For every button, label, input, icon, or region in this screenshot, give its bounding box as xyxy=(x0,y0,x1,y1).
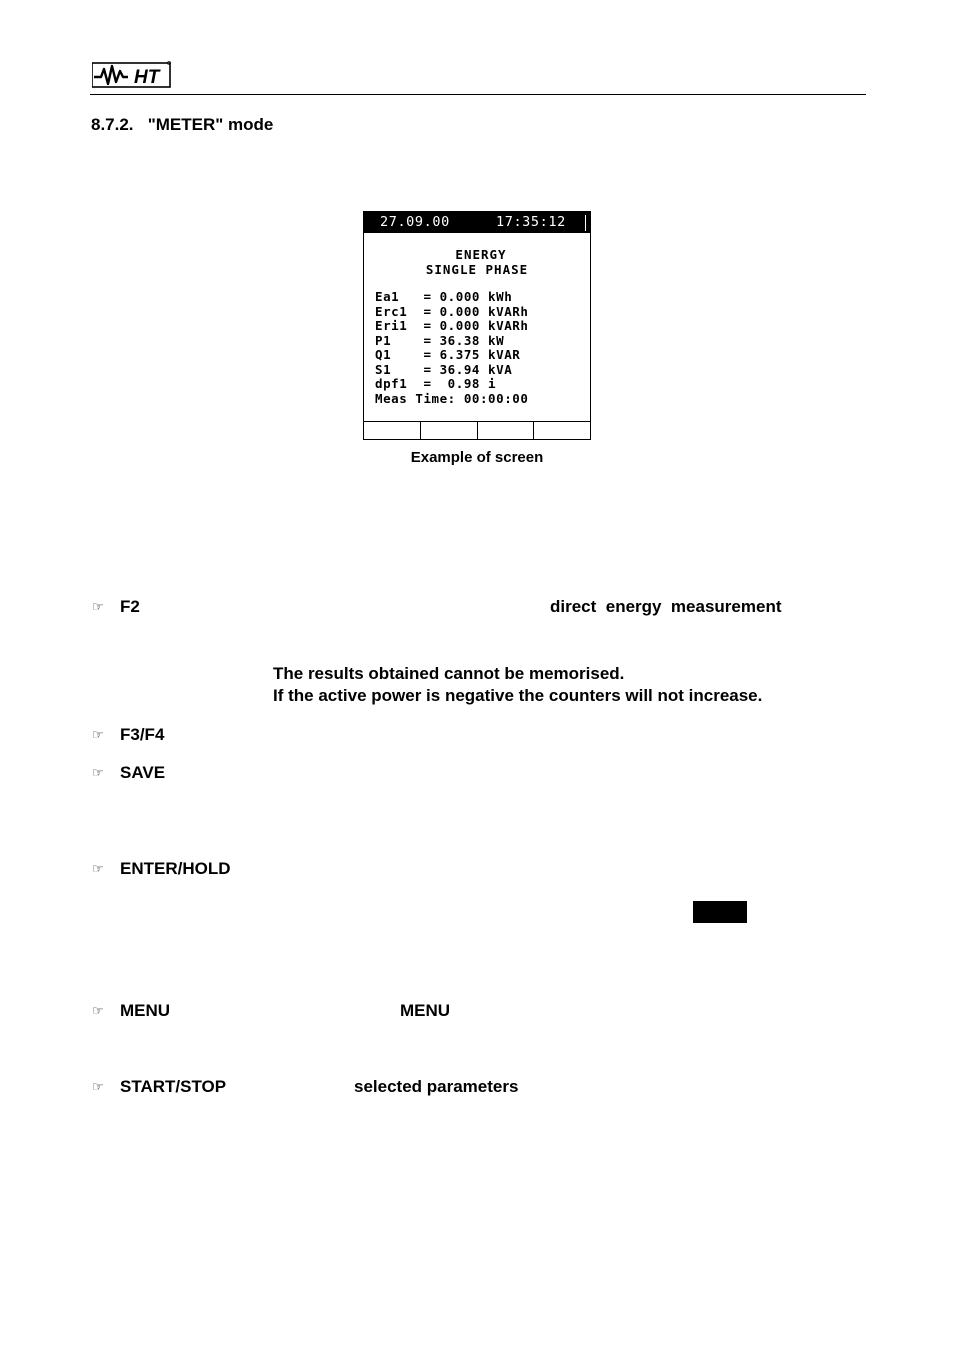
screen-status-bar xyxy=(364,212,590,233)
f2-description: direct energy measurement xyxy=(550,597,782,616)
measurement-ea1: Ea1 = 0.000 kWh xyxy=(375,289,513,304)
start-stop-description: selected parameters xyxy=(354,1077,519,1096)
screen-caption: Example of screen xyxy=(410,449,544,466)
key-save: SAVE xyxy=(120,763,166,782)
key-menu: MENU xyxy=(120,1001,171,1020)
header-rule xyxy=(90,94,866,95)
function-key-bar xyxy=(364,421,590,440)
measurement-q1: Q1 = 6.375 kVAR xyxy=(375,347,521,362)
screen-time: 17:35:12 xyxy=(496,214,566,230)
section-title: 8.7.2. "METER" mode xyxy=(91,115,274,134)
pointing-hand-icon: ☞ xyxy=(92,765,104,780)
pointing-hand-icon: ☞ xyxy=(92,861,104,876)
measurement-time: Meas Time: 00:00:00 xyxy=(375,390,529,406)
softkey-f4 xyxy=(534,422,590,440)
pointing-hand-icon: ☞ xyxy=(92,1003,104,1018)
note-not-memorised: The results obtained cannot be memorised. xyxy=(273,664,625,683)
pointing-hand-icon: ☞ xyxy=(92,1079,104,1094)
note-negative-power: If the active power is negative the counters will not increase. xyxy=(273,686,763,705)
softkey-f2 xyxy=(421,422,478,440)
screen-date: 27.09.00 xyxy=(380,214,450,230)
key-enter-hold: ENTER/HOLD xyxy=(120,859,231,878)
screen-title: ENERGY xyxy=(455,247,507,262)
measurement-p1: P1 = 36.38 kW xyxy=(375,332,505,348)
key-f2: F2 xyxy=(120,597,140,616)
hold-indicator-box xyxy=(693,901,747,923)
measurement-s1: S1 = 36.94 kVA xyxy=(375,361,513,377)
menu-reference: MENU xyxy=(400,1001,451,1020)
key-start-stop: START/STOP xyxy=(120,1077,227,1096)
ht-logo xyxy=(92,60,172,88)
instrument-screen xyxy=(363,211,591,440)
measurement-list xyxy=(375,290,528,406)
screen-subtitle: SINGLE PHASE xyxy=(425,262,529,277)
softkey-f1 xyxy=(364,422,421,440)
key-f3-f4: F3/F4 xyxy=(120,725,165,744)
measurement-dpf1: dpf1 = 0.98 i xyxy=(375,376,497,391)
logo-text: HT xyxy=(134,67,160,88)
pointing-hand-icon: ☞ xyxy=(92,599,104,614)
measurement-erc1: Erc1 = 0.000 kVARh xyxy=(375,303,529,319)
softkey-f3 xyxy=(478,422,535,440)
pointing-hand-icon: ☞ xyxy=(92,727,104,742)
status-bar-divider xyxy=(585,215,586,231)
measurement-eri1: Eri1 = 0.000 kVARh xyxy=(375,318,529,333)
